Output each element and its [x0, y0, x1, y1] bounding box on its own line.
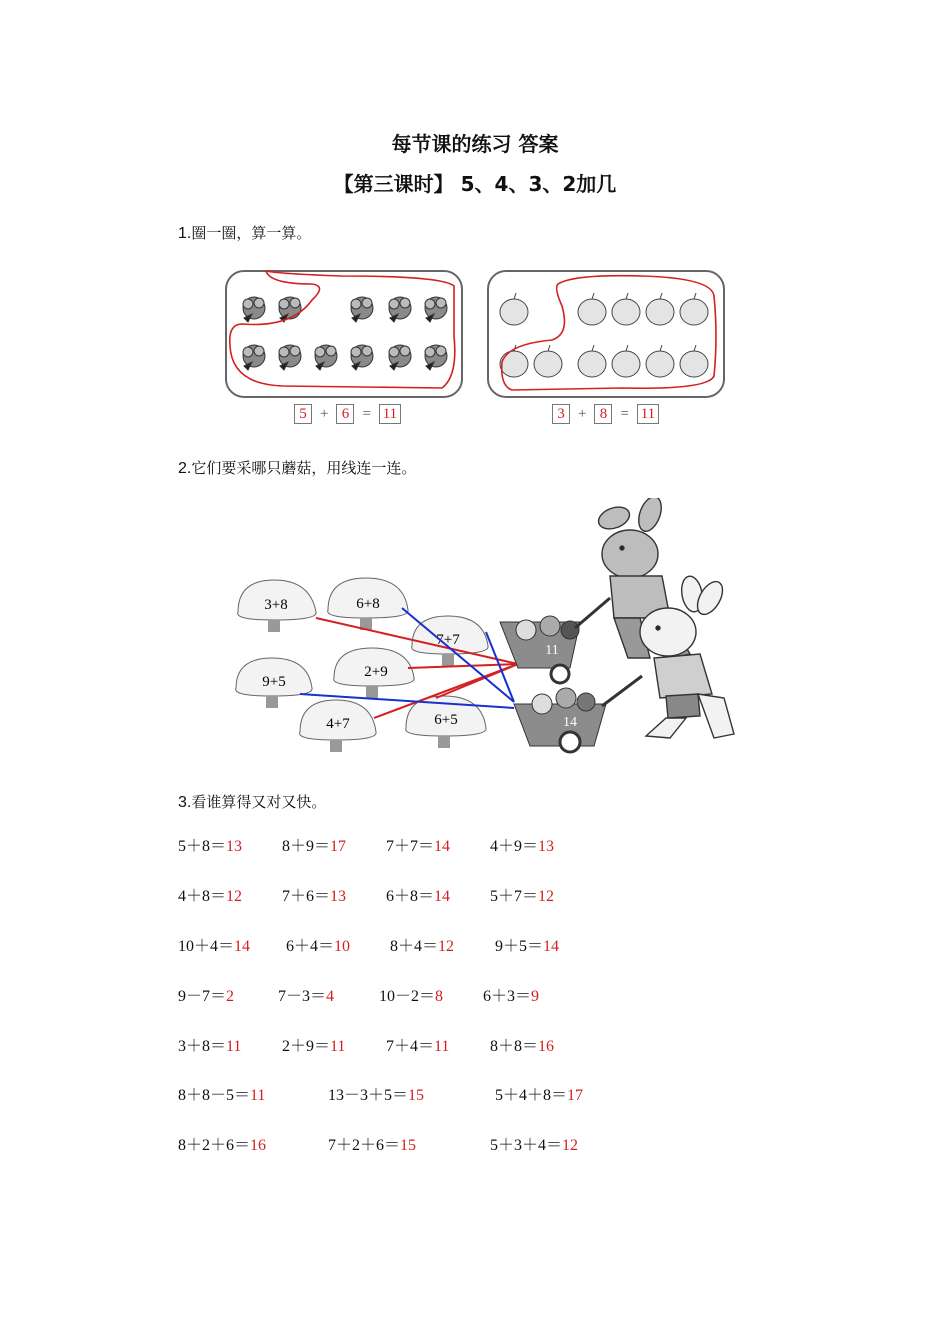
- q3-item: 8＋2＋6＝16: [178, 1137, 267, 1154]
- q3-item: 4＋8＝12: [178, 888, 243, 905]
- q3-item: 2＋9＝11: [282, 1038, 346, 1055]
- q3-item: 9－7＝2: [178, 988, 235, 1005]
- q3-item: 7－3＝4: [278, 988, 335, 1005]
- q3-item: 8＋9＝17: [282, 838, 347, 855]
- q3-item: 10＋4＝14: [178, 938, 251, 955]
- q1-left-answer-loop: [230, 271, 455, 388]
- q3-item: 7＋6＝13: [282, 888, 347, 905]
- svg-text:3+8: 3+8: [264, 597, 288, 613]
- q3-item: 5＋4＋8＝17: [495, 1087, 584, 1104]
- q1-left-equation: 5 + 6 = 11: [294, 404, 401, 424]
- mushroom-4-plus-7: [300, 700, 376, 752]
- q2-picture: [230, 498, 740, 760]
- q1-left-addend-b: 6: [336, 404, 354, 424]
- cart-bottom: [514, 676, 642, 752]
- q3-item: 8＋8＝16: [490, 1038, 555, 1055]
- svg-text:6+8: 6+8: [356, 596, 380, 612]
- mushroom-6-plus-8: [328, 578, 408, 630]
- svg-text:7+7: 7+7: [436, 632, 460, 648]
- mushroom-3-plus-8: [238, 580, 316, 632]
- q1-right-equation: 3 + 8 = 11: [552, 404, 659, 424]
- q3-item: 7＋2＋6＝15: [328, 1137, 417, 1154]
- q1-left-sum: 11: [379, 404, 401, 424]
- q3-item: 5＋3＋4＝12: [490, 1137, 579, 1154]
- q3-item: 8＋8－5＝11: [178, 1087, 266, 1104]
- question-3-prompt: 3.看谁算得又对又快。: [178, 793, 327, 811]
- mushroom-9-plus-5: [236, 658, 312, 708]
- svg-text:6+5: 6+5: [434, 712, 458, 728]
- q3-item: 7＋4＝11: [386, 1038, 450, 1055]
- q1-right-sum: 11: [637, 404, 659, 424]
- cart-bottom-number: 14: [563, 715, 577, 730]
- svg-text:4+7: 4+7: [326, 716, 350, 732]
- lesson-subtitle: 【第三课时】 5、4、3、2加几: [333, 172, 617, 196]
- svg-text:2+9: 2+9: [364, 664, 388, 680]
- q3-item: 6＋4＝10: [286, 938, 351, 955]
- q3-item: 6＋3＝9: [483, 988, 540, 1005]
- q1-right-addend-b: 8: [594, 404, 612, 424]
- q3-item: 7＋7＝14: [386, 838, 451, 855]
- cart-top-number: 11: [545, 643, 559, 658]
- q3-item: 10－2＝8: [379, 988, 444, 1005]
- q3-item: 8＋4＝12: [390, 938, 455, 955]
- question-1-prompt: 1.圈一圈，算一算。: [178, 224, 312, 242]
- q1-left-panel: [226, 271, 462, 397]
- q1-right-addend-a: 3: [552, 404, 570, 424]
- q3-item: 4＋9＝13: [490, 838, 555, 855]
- q3-item: 5＋7＝12: [490, 888, 555, 905]
- flower-group: [243, 297, 447, 370]
- q3-item: 3＋8＝11: [178, 1038, 242, 1055]
- q1-picture-panels: [222, 266, 728, 402]
- q3-item: 5＋8＝13: [178, 838, 243, 855]
- q3-item: 13－3＋5＝15: [328, 1087, 425, 1104]
- page-title: 每节课的练习 答案: [391, 132, 559, 156]
- q1-left-addend-a: 5: [294, 404, 312, 424]
- q3-item: 6＋8＝14: [386, 888, 451, 905]
- answer-lines-blue: [300, 608, 514, 708]
- q3-item: 9＋5＝14: [495, 938, 560, 955]
- cart-top: [500, 598, 610, 683]
- question-2-prompt: 2.它们要采哪只蘑菇，用线连一连。: [178, 459, 417, 477]
- apple-group: [500, 293, 708, 377]
- svg-text:9+5: 9+5: [262, 674, 286, 690]
- mushroom-7-plus-7: [412, 616, 488, 666]
- q1-right-panel: [488, 271, 724, 397]
- mushroom-2-plus-9: [334, 648, 414, 698]
